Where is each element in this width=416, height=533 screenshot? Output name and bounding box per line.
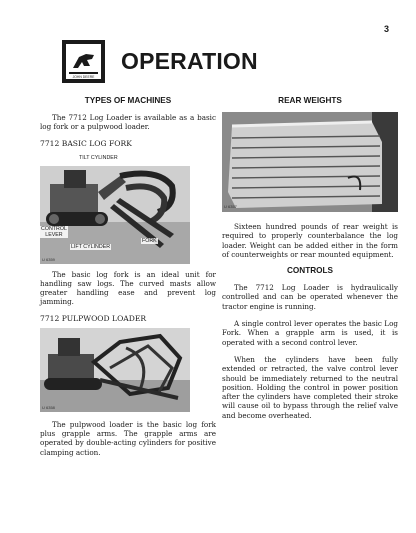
page-number: 3 xyxy=(383,24,389,34)
fork-label: FORK xyxy=(142,237,157,244)
controls-paragraph-3: When the cylinders have been fully extended or retracted, the valve control lever should be immediately returned to the neutral position. Holding the control in power position after the cylinders have completed their stroke will cause oil to bypass through the relief valve and become overheated. xyxy=(222,354,398,420)
lift-cylinder-label: LIFT CYLINDER xyxy=(71,243,111,250)
right-column xyxy=(222,96,398,420)
fork-paragraph: The basic log fork is an ideal unit for handling saw logs. The curved masts allow greater handling ease and prevent log jamming. xyxy=(40,269,216,307)
basic-log-fork-heading: 7712 BASIC LOG FORK xyxy=(40,138,132,148)
control-lever-label: CONTROL LEVER xyxy=(41,225,67,238)
weights-paragraph: Sixteen hundred pounds of rear weight is required to properly counterbalance the log loader. Weight can be added either in the form of counterweights or rear mounted equipment. xyxy=(222,222,398,259)
controls-paragraph-2: A single control lever operates the basic Log Fork. When a grapple arm is used, it is operated with a second control lever. xyxy=(222,319,398,347)
log-fork-photo xyxy=(40,152,190,264)
controls-paragraph-1: The 7712 Log Loader is hydraulically controlled and can be operated whenever the tractor engine is running. xyxy=(222,283,398,311)
pulpwood-loader-heading: 7712 PULPWOOD LOADER xyxy=(40,313,147,323)
types-of-machines-heading: TYPES OF MACHINES xyxy=(84,96,172,105)
pulpwood-loader-photo xyxy=(40,328,190,412)
weights-photo-code: U 6357 xyxy=(224,204,237,209)
left-column xyxy=(40,96,216,457)
types-paragraph: The 7712 Log Loader is available as a basic log fork or a pulpwood loader. xyxy=(40,113,216,132)
john-deere-logo xyxy=(62,40,105,83)
rear-weights-heading: REAR WEIGHTS xyxy=(278,96,342,105)
pulpwood-photo-code: U 6358 xyxy=(42,404,55,410)
tilt-cylinder-label: TILT CYLINDER xyxy=(79,154,118,161)
page-title: OPERATION xyxy=(121,48,258,74)
fork-photo-code: U 6359 xyxy=(42,256,55,262)
rear-weights-photo xyxy=(222,112,398,212)
svg-text:JOHN DEERE: JOHN DEERE xyxy=(72,75,95,79)
controls-heading: CONTROLS xyxy=(287,266,333,276)
pulpwood-paragraph: The pulpwood loader is the basic log fork plus grapple arms. The grapple arms are operated by double-acting cylinders for positive clamping action. xyxy=(40,419,216,457)
